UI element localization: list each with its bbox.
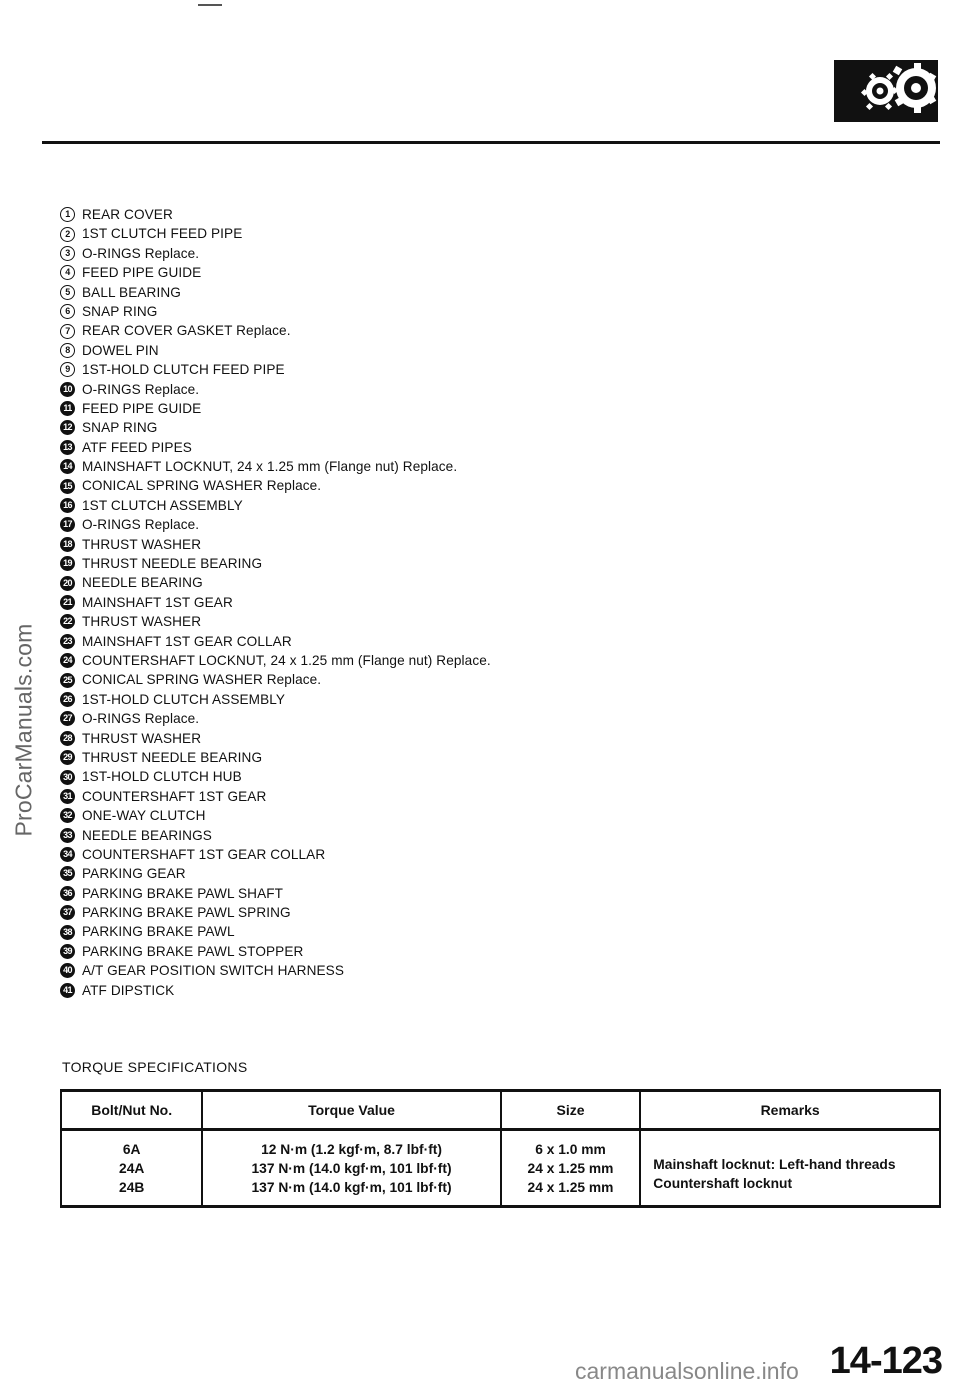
part-number: 12 (63, 422, 72, 433)
part-name: O-RINGS Replace. (82, 517, 200, 533)
part-name: PARKING BRAKE PAWL (82, 924, 235, 940)
part-name: THRUST WASHER (82, 614, 202, 630)
part-number-badge (60, 537, 75, 552)
part-number-badge (60, 750, 75, 765)
part-number-badge (60, 556, 75, 571)
part-number-badge (60, 459, 75, 474)
part-name: O-RINGS Replace. (82, 381, 200, 397)
part-item (60, 981, 491, 1000)
footer-watermark: carmanualsonline.info (575, 1358, 799, 1384)
part-number: 36 (63, 887, 72, 898)
part-number: 28 (63, 732, 72, 743)
top-scan-mark (198, 4, 222, 6)
part-item (60, 593, 491, 612)
part-number-badge (60, 401, 75, 416)
part-name: A/T GEAR POSITION SWITCH HARNESS (82, 963, 345, 979)
part-number: 40 (63, 965, 72, 976)
part-number: 41 (63, 984, 72, 995)
part-item (60, 205, 491, 224)
part-number: 5 (65, 286, 70, 297)
bolt-value: 24A (119, 1160, 145, 1176)
part-item (60, 302, 491, 321)
part-number-badge (60, 828, 75, 843)
part-item (60, 884, 491, 903)
part-name: CONICAL SPRING WASHER Replace. (82, 478, 322, 494)
part-item (60, 787, 491, 806)
part-name: 1ST-HOLD CLUTCH HUB (82, 769, 242, 785)
part-number: 25 (63, 674, 72, 685)
side-watermark-text: ProCarManuals.com (10, 623, 37, 837)
part-number-badge (60, 808, 75, 823)
part-item (60, 942, 491, 961)
part-number-badge (60, 866, 75, 881)
part-name: 1ST CLUTCH ASSEMBLY (82, 497, 243, 513)
part-number-badge (60, 789, 75, 804)
part-number: 39 (63, 946, 72, 957)
part-number-badge (60, 324, 75, 339)
part-item (60, 457, 491, 476)
part-number: 37 (63, 907, 72, 918)
part-name: SNAP RING (82, 303, 158, 319)
part-number-badge (60, 517, 75, 532)
part-number-badge (60, 692, 75, 707)
part-number-badge (60, 770, 75, 785)
part-name: O-RINGS Replace. (82, 711, 200, 727)
bolt-cell (61, 1130, 202, 1207)
part-item (60, 922, 491, 941)
size-cell (501, 1130, 641, 1207)
part-number: 33 (63, 829, 72, 840)
part-number: 8 (65, 344, 70, 355)
part-item (60, 961, 491, 980)
part-number: 27 (63, 713, 72, 724)
part-item (60, 612, 491, 631)
side-watermark (4, 580, 44, 880)
header-size: Size (501, 1091, 641, 1130)
part-item (60, 244, 491, 263)
part-number-badge (60, 576, 75, 591)
part-item (60, 341, 491, 360)
part-number: 9 (65, 364, 70, 375)
part-name: 1ST CLUTCH FEED PIPE (82, 226, 243, 242)
part-item (60, 263, 491, 282)
part-item (60, 399, 491, 418)
part-number: 2 (65, 228, 70, 239)
part-number-badge (60, 420, 75, 435)
part-number-badge (60, 886, 75, 901)
part-item (60, 845, 491, 864)
torque-data-row (61, 1130, 940, 1207)
part-item (60, 535, 491, 554)
part-number-badge (60, 285, 75, 300)
part-number-badge (60, 207, 75, 222)
part-name: O-RINGS Replace. (82, 245, 200, 261)
part-number: 7 (65, 325, 70, 336)
part-number-badge (60, 905, 75, 920)
part-number-badge (60, 227, 75, 242)
torque-cell (202, 1130, 500, 1207)
part-number-badge (60, 925, 75, 940)
part-name: MAINSHAFT 1ST GEAR COLLAR (82, 633, 292, 649)
torque-value: 137 N·m (14.0 kgf·m, 101 lbf·ft) (251, 1179, 452, 1195)
header-remarks: Remarks (640, 1091, 940, 1130)
part-number-badge (60, 847, 75, 862)
part-number-badge (60, 634, 75, 649)
part-name: MAINSHAFT 1ST GEAR (82, 594, 233, 610)
part-number: 17 (63, 519, 72, 530)
part-name: 1ST-HOLD CLUTCH ASSEMBLY (82, 691, 286, 707)
header-rule (42, 141, 940, 144)
part-number: 14 (63, 461, 72, 472)
torque-header-row (61, 1091, 940, 1130)
part-item (60, 515, 491, 534)
part-name: NEEDLE BEARINGS (82, 827, 212, 843)
part-number: 38 (63, 926, 72, 937)
part-name: COUNTERSHAFT 1ST GEAR COLLAR (82, 846, 326, 862)
part-name: BALL BEARING (82, 284, 181, 300)
part-number: 10 (63, 383, 72, 394)
part-name: 1ST-HOLD CLUTCH FEED PIPE (82, 362, 285, 378)
part-number: 13 (63, 441, 72, 452)
part-name: DOWEL PIN (82, 342, 159, 358)
part-item (60, 670, 491, 689)
part-item (60, 554, 491, 573)
part-number-badge (60, 711, 75, 726)
part-number: 1 (65, 209, 70, 220)
part-name: THRUST WASHER (82, 536, 202, 552)
part-name: THRUST WASHER (82, 730, 202, 746)
part-number: 32 (63, 810, 72, 821)
part-item (60, 709, 491, 728)
torque-value: 12 N·m (1.2 kgf·m, 8.7 lbf·ft) (261, 1141, 442, 1157)
part-item (60, 729, 491, 748)
part-item (60, 573, 491, 592)
part-number: 18 (63, 538, 72, 549)
part-item (60, 690, 491, 709)
part-name: ONE-WAY CLUTCH (82, 808, 206, 824)
part-name: PARKING BRAKE PAWL STOPPER (82, 943, 304, 959)
part-item (60, 283, 491, 302)
part-item (60, 767, 491, 786)
part-number: 4 (65, 267, 70, 278)
part-name: ATF FEED PIPES (82, 439, 192, 455)
torque-value: 137 N·m (14.0 kgf·m, 101 lbf·ft) (251, 1160, 452, 1176)
part-item (60, 864, 491, 883)
part-number: 11 (63, 403, 72, 414)
part-number: 16 (63, 500, 72, 511)
part-number-badge (60, 983, 75, 998)
part-item (60, 903, 491, 922)
part-name: SNAP RING (82, 420, 158, 436)
part-number: 22 (63, 616, 72, 627)
size-value: 24 x 1.25 mm (527, 1160, 614, 1176)
part-item (60, 632, 491, 651)
part-number-badge (60, 440, 75, 455)
part-number-badge (60, 246, 75, 261)
header-torque: Torque Value (202, 1091, 500, 1130)
part-number: 21 (63, 597, 72, 607)
part-number-badge (60, 304, 75, 319)
part-number-badge (60, 963, 75, 978)
part-item (60, 826, 491, 845)
part-number-badge (60, 362, 75, 377)
part-item (60, 321, 491, 340)
part-number: 23 (63, 635, 72, 646)
part-number-badge (60, 343, 75, 358)
torque-table (60, 1089, 941, 1208)
part-number-badge (60, 653, 75, 668)
part-item (60, 476, 491, 495)
remarks-cell (640, 1130, 940, 1207)
part-number-badge (60, 731, 75, 746)
part-item (60, 806, 491, 825)
part-number-badge (60, 595, 75, 610)
torque-section-title: TORQUE SPECIFICATIONS (62, 1059, 248, 1075)
part-number: 3 (65, 247, 70, 258)
part-item (60, 360, 491, 379)
size-value: 6 x 1.0 mm (535, 1141, 606, 1157)
part-item (60, 380, 491, 399)
part-name: PARKING BRAKE PAWL SHAFT (82, 885, 284, 901)
part-number: 24 (63, 655, 72, 666)
part-number: 34 (63, 849, 72, 860)
size-value: 24 x 1.25 mm (527, 1179, 614, 1195)
part-number-badge (60, 382, 75, 397)
part-number: 35 (63, 868, 72, 879)
part-number: 26 (63, 693, 72, 704)
part-item (60, 224, 491, 243)
part-item (60, 438, 491, 457)
part-name: REAR COVER (82, 207, 173, 222)
part-name: REAR COVER GASKET Replace. (82, 323, 291, 339)
part-number-badge (60, 265, 75, 280)
part-name: FEED PIPE GUIDE (82, 265, 202, 281)
part-number-badge (60, 498, 75, 513)
part-name: THRUST NEEDLE BEARING (82, 749, 263, 765)
part-name: FEED PIPE GUIDE (82, 400, 202, 416)
part-number: 30 (63, 771, 72, 782)
gears-icon (834, 60, 938, 122)
part-item (60, 748, 491, 767)
part-number: 31 (63, 790, 72, 801)
part-item (60, 496, 491, 515)
part-number: 19 (63, 558, 72, 569)
part-number: 15 (63, 480, 72, 491)
part-name: CONICAL SPRING WASHER Replace. (82, 672, 322, 688)
bolt-value: 6A (122, 1141, 141, 1157)
part-name: NEEDLE BEARING (82, 575, 203, 591)
part-number-badge (60, 614, 75, 629)
bolt-value: 24B (119, 1179, 145, 1195)
part-item (60, 651, 491, 670)
parts-list (60, 205, 491, 1000)
part-name: THRUST NEEDLE BEARING (82, 556, 263, 572)
part-name: COUNTERSHAFT 1ST GEAR (82, 788, 267, 804)
part-number: 20 (63, 577, 72, 588)
part-name: PARKING BRAKE PAWL SPRING (82, 905, 291, 921)
part-number-badge (60, 944, 75, 959)
part-item (60, 418, 491, 437)
page-number: 14-123 (829, 1340, 942, 1382)
part-number: 29 (63, 752, 72, 763)
part-name: COUNTERSHAFT LOCKNUT, 24 x 1.25 mm (Flange nut) Replace. (82, 652, 491, 668)
header-bolt: Bolt/Nut No. (61, 1091, 202, 1130)
part-number: 6 (65, 306, 70, 317)
remarks-value: Countershaft locknut (653, 1176, 793, 1191)
remarks-value: Mainshaft locknut: Left-hand threads (653, 1157, 896, 1172)
part-number-badge (60, 673, 75, 688)
part-name: MAINSHAFT LOCKNUT, 24 x 1.25 mm (Flange nut) Replace. (82, 459, 458, 475)
part-number-badge (60, 479, 75, 494)
part-name: ATF DIPSTICK (82, 982, 175, 998)
part-name: PARKING GEAR (82, 866, 186, 882)
